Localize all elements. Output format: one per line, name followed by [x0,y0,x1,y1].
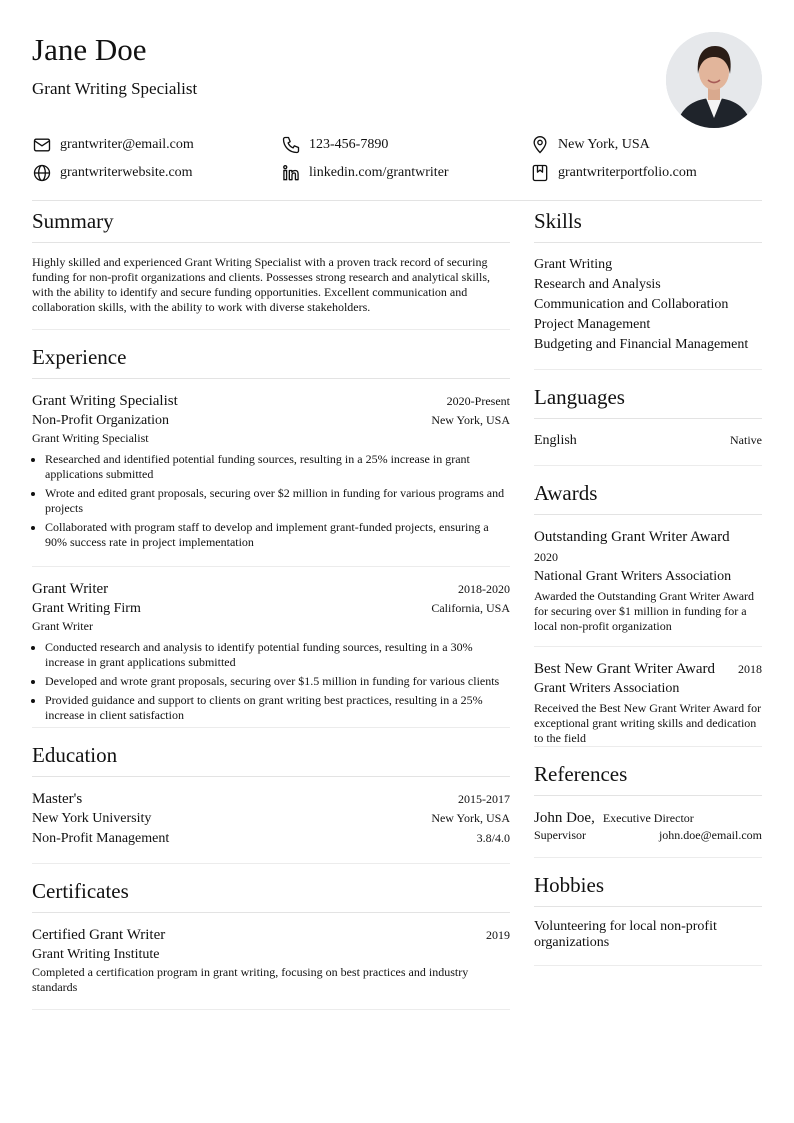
reference-position: Executive Director [602,811,694,825]
award-name: Outstanding Grant Writer Award [534,529,730,545]
resume-header [32,30,762,100]
awards-heading: Awards [534,480,762,515]
certificate-year: 2019 [486,928,510,942]
award-description: Received the Best New Grant Writer Award for exceptional grant writing skills and dedication to the field [534,701,762,745]
website-text: grantwriterwebsite.com [60,165,193,180]
school-location: New York, USA [431,811,510,825]
contact-portfolio[interactable] [530,163,762,183]
skill-item: Budgeting and Financial Management [534,337,749,352]
experience-section [32,344,510,728]
contact-phone[interactable] [281,135,530,155]
education-section [32,742,510,864]
job-bullets [32,640,510,723]
hobby-item: Volunteering for local non-profit organizations [534,919,717,950]
reference-relation: Supervisor [534,828,586,842]
education-heading: Education [32,742,510,777]
job-subtitle: Grant Writer [32,619,93,633]
gpa: 3.8/4.0 [476,831,510,845]
contact-location [530,135,762,155]
contact-website[interactable] [32,163,281,183]
reference-name: John Doe, [534,810,595,826]
job-bullet: • Conducted research and analysis to identify potential funding sources, resulting in a 30% increase in grant applications submitted [45,640,510,670]
contact-linkedin[interactable] [281,163,530,183]
skill-item: Project Management [534,317,651,332]
contact-email[interactable] [32,135,281,155]
experience-heading: Experience [32,344,510,379]
candidate-title: Grant Writing Specialist [32,79,198,98]
languages-heading: Languages [534,384,762,419]
references-heading: References [534,761,762,796]
language-name: English [534,433,577,448]
contact-info [32,135,762,183]
linkedin-icon [281,163,301,183]
summary-section [32,208,510,330]
experience-entry [32,579,510,723]
awards-section [534,480,762,747]
award-year: 2018 [738,662,762,676]
job-location: New York, USA [431,413,510,427]
award-description: Awarded the Outstanding Grant Writer Award for securing over $1 million in funding for a local non-profit organization [534,589,755,633]
portfolio-bookmark-icon [530,163,550,183]
award-entry [534,527,762,647]
main-column [32,200,510,1024]
hobbies-heading: Hobbies [534,872,762,907]
degree: Master's [32,791,83,807]
profile-photo [666,32,762,128]
job-bullet: • Developed and wrote grant proposals, securing over $1.5 million in funding for various clients [45,674,510,689]
skill-item: Research and Analysis [534,277,661,292]
award-organization: Grant Writers Association [534,681,680,696]
job-bullets [32,452,510,550]
award-name: Best New Grant Writer Award [534,661,716,677]
certificates-heading: Certificates [32,878,510,913]
experience-entry [32,391,510,567]
summary-heading: Summary [32,208,510,243]
globe-icon [32,163,52,183]
phone-icon [281,135,301,155]
portfolio-text: grantwriterportfolio.com [558,165,697,180]
job-role: Grant Writing Specialist [32,393,178,409]
reference-email[interactable]: john.doe@email.com [658,828,762,842]
certificates-section [32,878,510,1010]
skills-heading: Skills [534,208,762,243]
education-dates: 2015-2017 [458,792,510,806]
language-level: Native [730,433,762,447]
email-text: grantwriter@email.com [60,137,194,152]
job-role: Grant Writer [32,581,109,597]
languages-section [534,384,762,466]
mail-icon [32,135,52,155]
award-organization: National Grant Writers Association [534,569,732,584]
certificate-issuer: Grant Writing Institute [32,947,160,962]
job-bullet: • Collaborated with program staff to develop and implement grant-funded projects, ensuring a 90% success rate in project implementation [45,520,510,550]
job-bullet: • Provided guidance and support to clients on grant writing best practices, resulting in a 25% increase in client satisfaction [45,693,510,723]
award-year: 2020 [534,550,558,564]
location-pin-icon [530,135,550,155]
candidate-name: Jane Doe [32,32,147,67]
phone-text: 123-456-7890 [309,137,389,152]
references-section [534,761,762,858]
job-dates: 2018-2020 [458,582,510,596]
job-bullet: • Researched and identified potential funding sources, resulting in a 25% increase in grant applications submitted [45,452,510,482]
skill-item: Grant Writing [534,257,613,272]
sidebar-column [534,200,762,980]
certificate-description: Completed a certification program in grant writing, focusing on best practices and industry standards [32,965,469,994]
skill-item: Communication and Collaboration [534,297,729,312]
job-company: Non-Profit Organization [32,413,169,428]
location-text: New York, USA [558,137,650,152]
job-subtitle: Grant Writing Specialist [32,431,149,445]
hobbies-section [534,872,762,966]
school-name: New York University [32,811,152,826]
summary-text: Highly skilled and experienced Grant Writing Specialist with a proven track record of securing funding for non-profit organizations and clients. Possesses strong research and analytical skills, with the ability to identify and secure funding opportunities. Excellent communication and collaboration skills, with the ability to work with diverse stakeholders. [32,255,491,314]
job-dates: 2020-Present [446,394,510,408]
job-company: Grant Writing Firm [32,601,141,616]
job-location: California, USA [431,601,510,615]
job-bullet: • Wrote and edited grant proposals, securing over $2 million in funding for various programs and projects [45,486,510,516]
portrait-image [666,32,762,128]
field-of-study: Non-Profit Management [32,831,170,846]
award-entry [534,659,762,746]
certificate-name: Certified Grant Writer [32,927,166,943]
skills-section [534,208,762,370]
linkedin-text: linkedin.com/grantwriter [309,165,449,180]
